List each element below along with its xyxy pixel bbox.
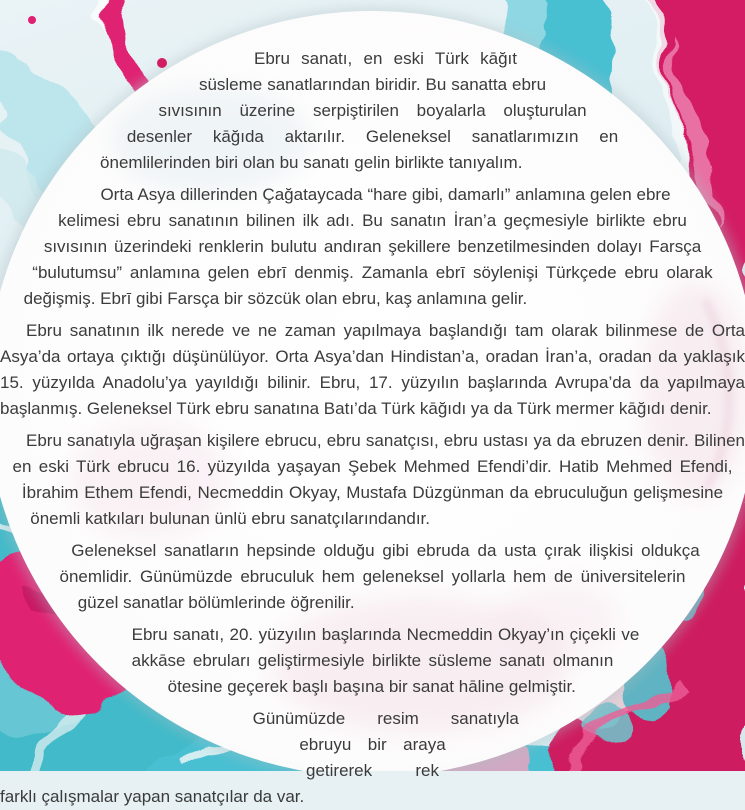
paragraph-history: Ebru sanatının ilk nerede ve ne zaman yapılmaya başlandığı tam olarak bilinmese de Orta Asya’da ortaya çıktığı düşünülüyor. Orta Asya’dan Hindistan’a, oradan İran’a, oradan da yaklaşık 15. yüzyılda Anadolu’ya yayıldığı bilinir. Ebru, 17. yüzyılın başlarında Avrupa’da da yapılmaya başlanmış. Geleneksel Türk ebru sanatına Batı’da Türk kāğıdı ya da Türk mermer kāğıdı denir. <box>0 321 745 418</box>
paragraph-today: Günümüzde resim sanatıyla ebruyu bir araya getirerek rek farklı çalışmalar yapan sanatçılar da var. <box>0 709 519 806</box>
paragraph-etymology: Orta Asya dillerinden Çağataycada “hare gibi, damarlı” anlamına gelen ebre kelimesi ebru sanatının bilinen ilk adı. Bu sanatın İran’a geçmesiyle birlikte ebru sıvısının üzerindeki renklerin bulutu andıran şekillere benzetilmesinden dolayı Farsça “bulutumsu” anlamına gelen ebrī denmiş. Zamanla ebrī söylenişi Türkçede ebru olarak değişmiş. Ebrī gibi Farsça bir sözcük olan ebru, kaş anlamına gelir. <box>23 185 713 308</box>
paragraph-masters: Ebru sanatıyla uğraşan kişilere ebrucu, ebru sanatçısı, ebru ustası ya da ebruzen denir. Bilinen en eski Türk ebrucu 16. yüzyılda yaşayan Şebek Mehmed Efendi’dir. Hatib Mehmed Efendi, İbrahim Ethem Efendi, Necmeddin Okyay, Mustafa Düzgünman da ebruculuğun gelişmesine önemli katkıları bulunan ünlü ebru sanatçılarındandır. <box>12 431 745 528</box>
paragraph-modern-art: Ebru sanatı, 20. yüzyılın başlarında Necmeddin Okyay’ın çiçekli ve akkāse ebruları geliştirmesiyle birlikte süsleme sanatı olmanın ötesine geçerek başlı başına bir sanat hāline gelmiştir. <box>131 625 640 696</box>
paragraph-apprenticeship: Geleneksel sanatların hepsinde olduğu gibi ebruda da usta çırak ilişkisi oldukça önemlidir. Günümüzde ebruculuk hem geleneksel yollarla hem de üniversitelerin güzel sanatlar bölümlerinde öğrenilir. <box>59 541 700 612</box>
paragraph-intro: Ebru sanatı, en eski Türk kāğıt süsleme sanatlarından biridir. Bu sanatta ebru sıvısının üzerine serpiştirilen boyalarla oluşturulan desenler kāğıda aktarılır. Geleneksel sanatlarımızın en önemlilerinden biri olan bu sanatı gelin birlikte tanıyalım. <box>100 49 619 172</box>
